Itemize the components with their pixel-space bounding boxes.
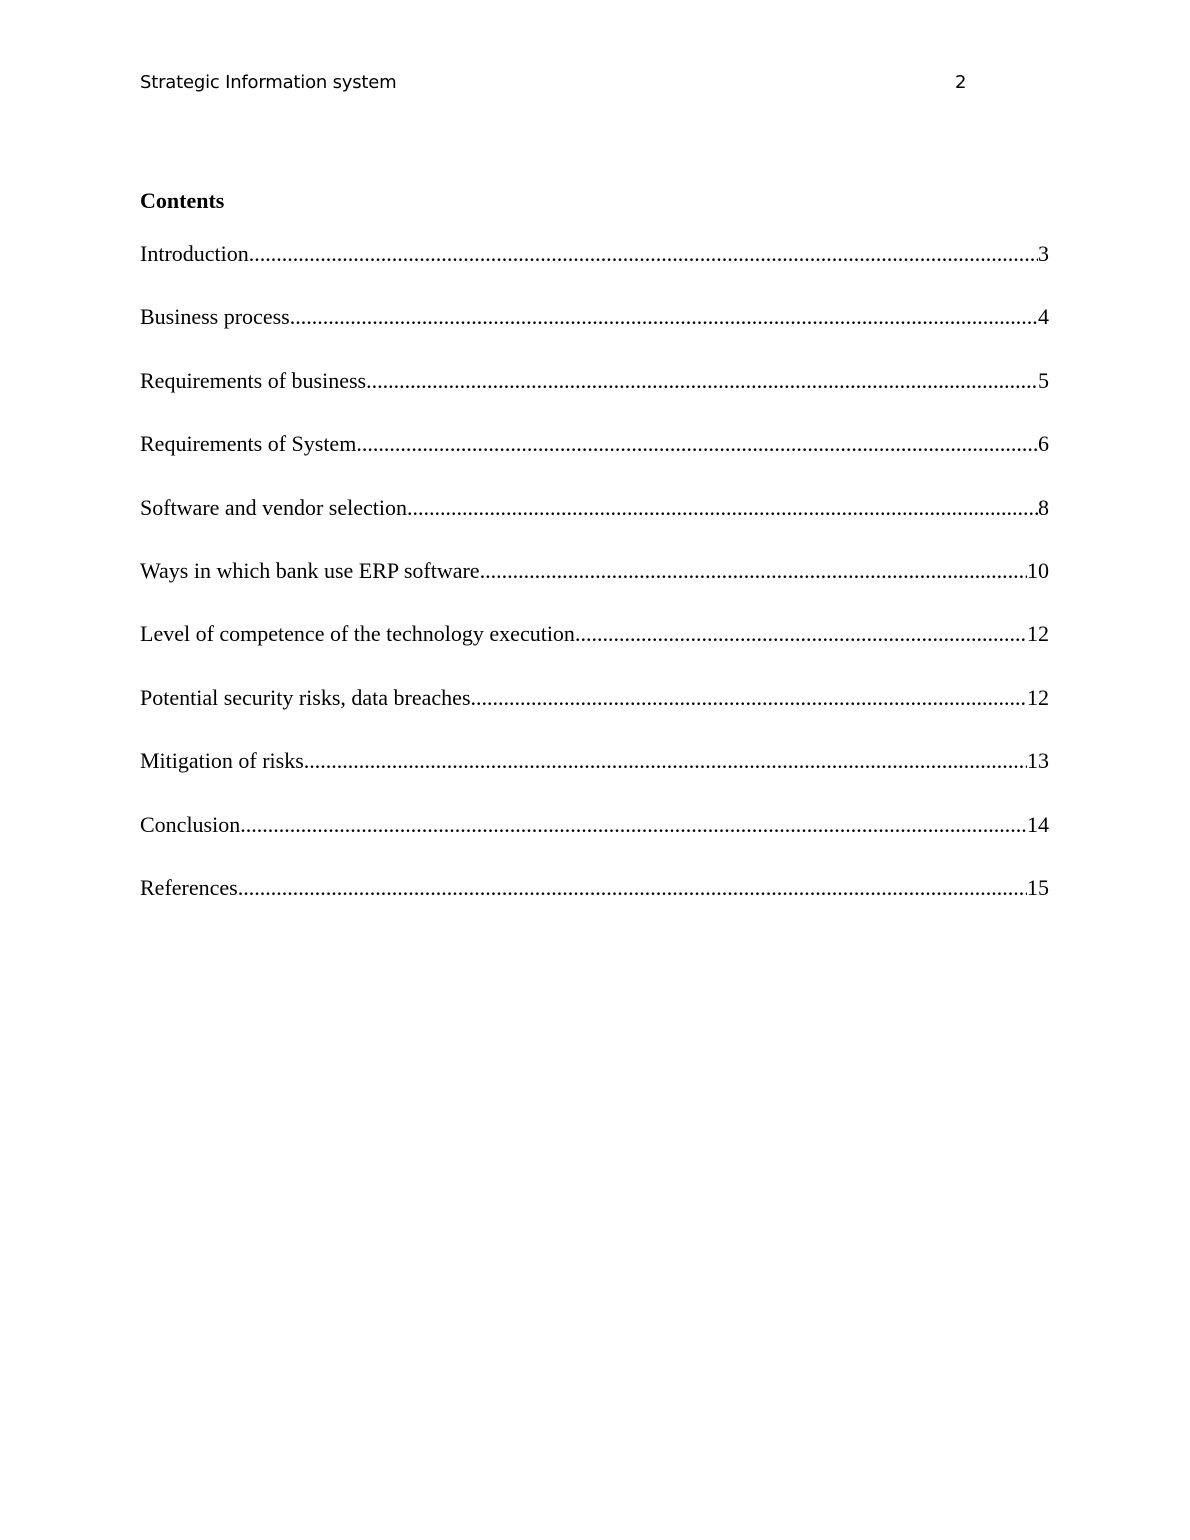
toc-entry-title: Software and vendor selection	[140, 494, 407, 520]
toc-entry-business-process[interactable]	[140, 303, 1049, 366]
toc-entry-page: 10	[1027, 557, 1049, 583]
toc-entry-page: 12	[1027, 684, 1049, 710]
page-number: 2	[955, 72, 967, 93]
toc-dot-leader	[366, 367, 1038, 395]
toc-entry-page: 13	[1027, 748, 1049, 774]
toc-entry-page: 5	[1038, 367, 1049, 393]
toc-entry-page: 14	[1027, 811, 1049, 837]
toc-entry-title: Business process	[140, 304, 290, 330]
toc-entry-title: Mitigation of risks	[140, 748, 304, 774]
toc-entry-title: Introduction	[140, 241, 249, 266]
toc-dot-leader	[471, 684, 1027, 712]
toc-entry-page: 3	[1038, 241, 1049, 266]
toc-entry-introduction[interactable]	[140, 240, 1049, 303]
toc-entry-page: 4	[1038, 304, 1049, 330]
toc-entry-page: 8	[1038, 494, 1049, 520]
toc-dot-leader	[575, 620, 1027, 648]
toc-dot-leader	[240, 811, 1027, 839]
toc-entry-requirements-of-business[interactable]	[140, 367, 1049, 430]
toc-entry-references[interactable]	[140, 874, 1049, 937]
table-of-contents	[140, 240, 1049, 937]
toc-dot-leader	[249, 240, 1038, 268]
toc-entry-title: References	[140, 874, 238, 900]
toc-entry-software-and-vendor-selection[interactable]	[140, 494, 1049, 557]
toc-dot-leader	[356, 430, 1038, 458]
toc-entry-title: Potential security risks, data breaches	[140, 684, 471, 710]
toc-entry-title: Conclusion	[140, 811, 241, 837]
toc-entry-title: Ways in which bank use ERP software	[140, 557, 480, 583]
toc-dot-leader	[238, 874, 1027, 902]
toc-entry-mitigation-of-risks[interactable]	[140, 747, 1049, 810]
toc-dot-leader	[290, 303, 1038, 331]
toc-entry-conclusion[interactable]	[140, 811, 1049, 874]
toc-entry-page: 12	[1027, 621, 1049, 647]
toc-heading: Contents	[140, 188, 225, 213]
toc-dot-leader	[480, 557, 1027, 585]
toc-dot-leader	[407, 494, 1038, 522]
toc-dot-leader	[304, 747, 1027, 775]
running-head-title: Strategic Information system	[140, 72, 397, 93]
toc-entry-level-of-competence[interactable]	[140, 620, 1049, 683]
toc-entry-requirements-of-system[interactable]	[140, 430, 1049, 493]
toc-entry-ways-bank-use-erp[interactable]	[140, 557, 1049, 620]
toc-entry-title: Requirements of business	[140, 367, 367, 393]
toc-entry-page: 6	[1038, 431, 1049, 457]
toc-entry-title: Requirements of System	[140, 431, 357, 457]
toc-entry-potential-security-risks[interactable]	[140, 684, 1049, 747]
toc-entry-page: 15	[1027, 874, 1049, 900]
toc-entry-title: Level of competence of the technology execution	[140, 621, 575, 647]
